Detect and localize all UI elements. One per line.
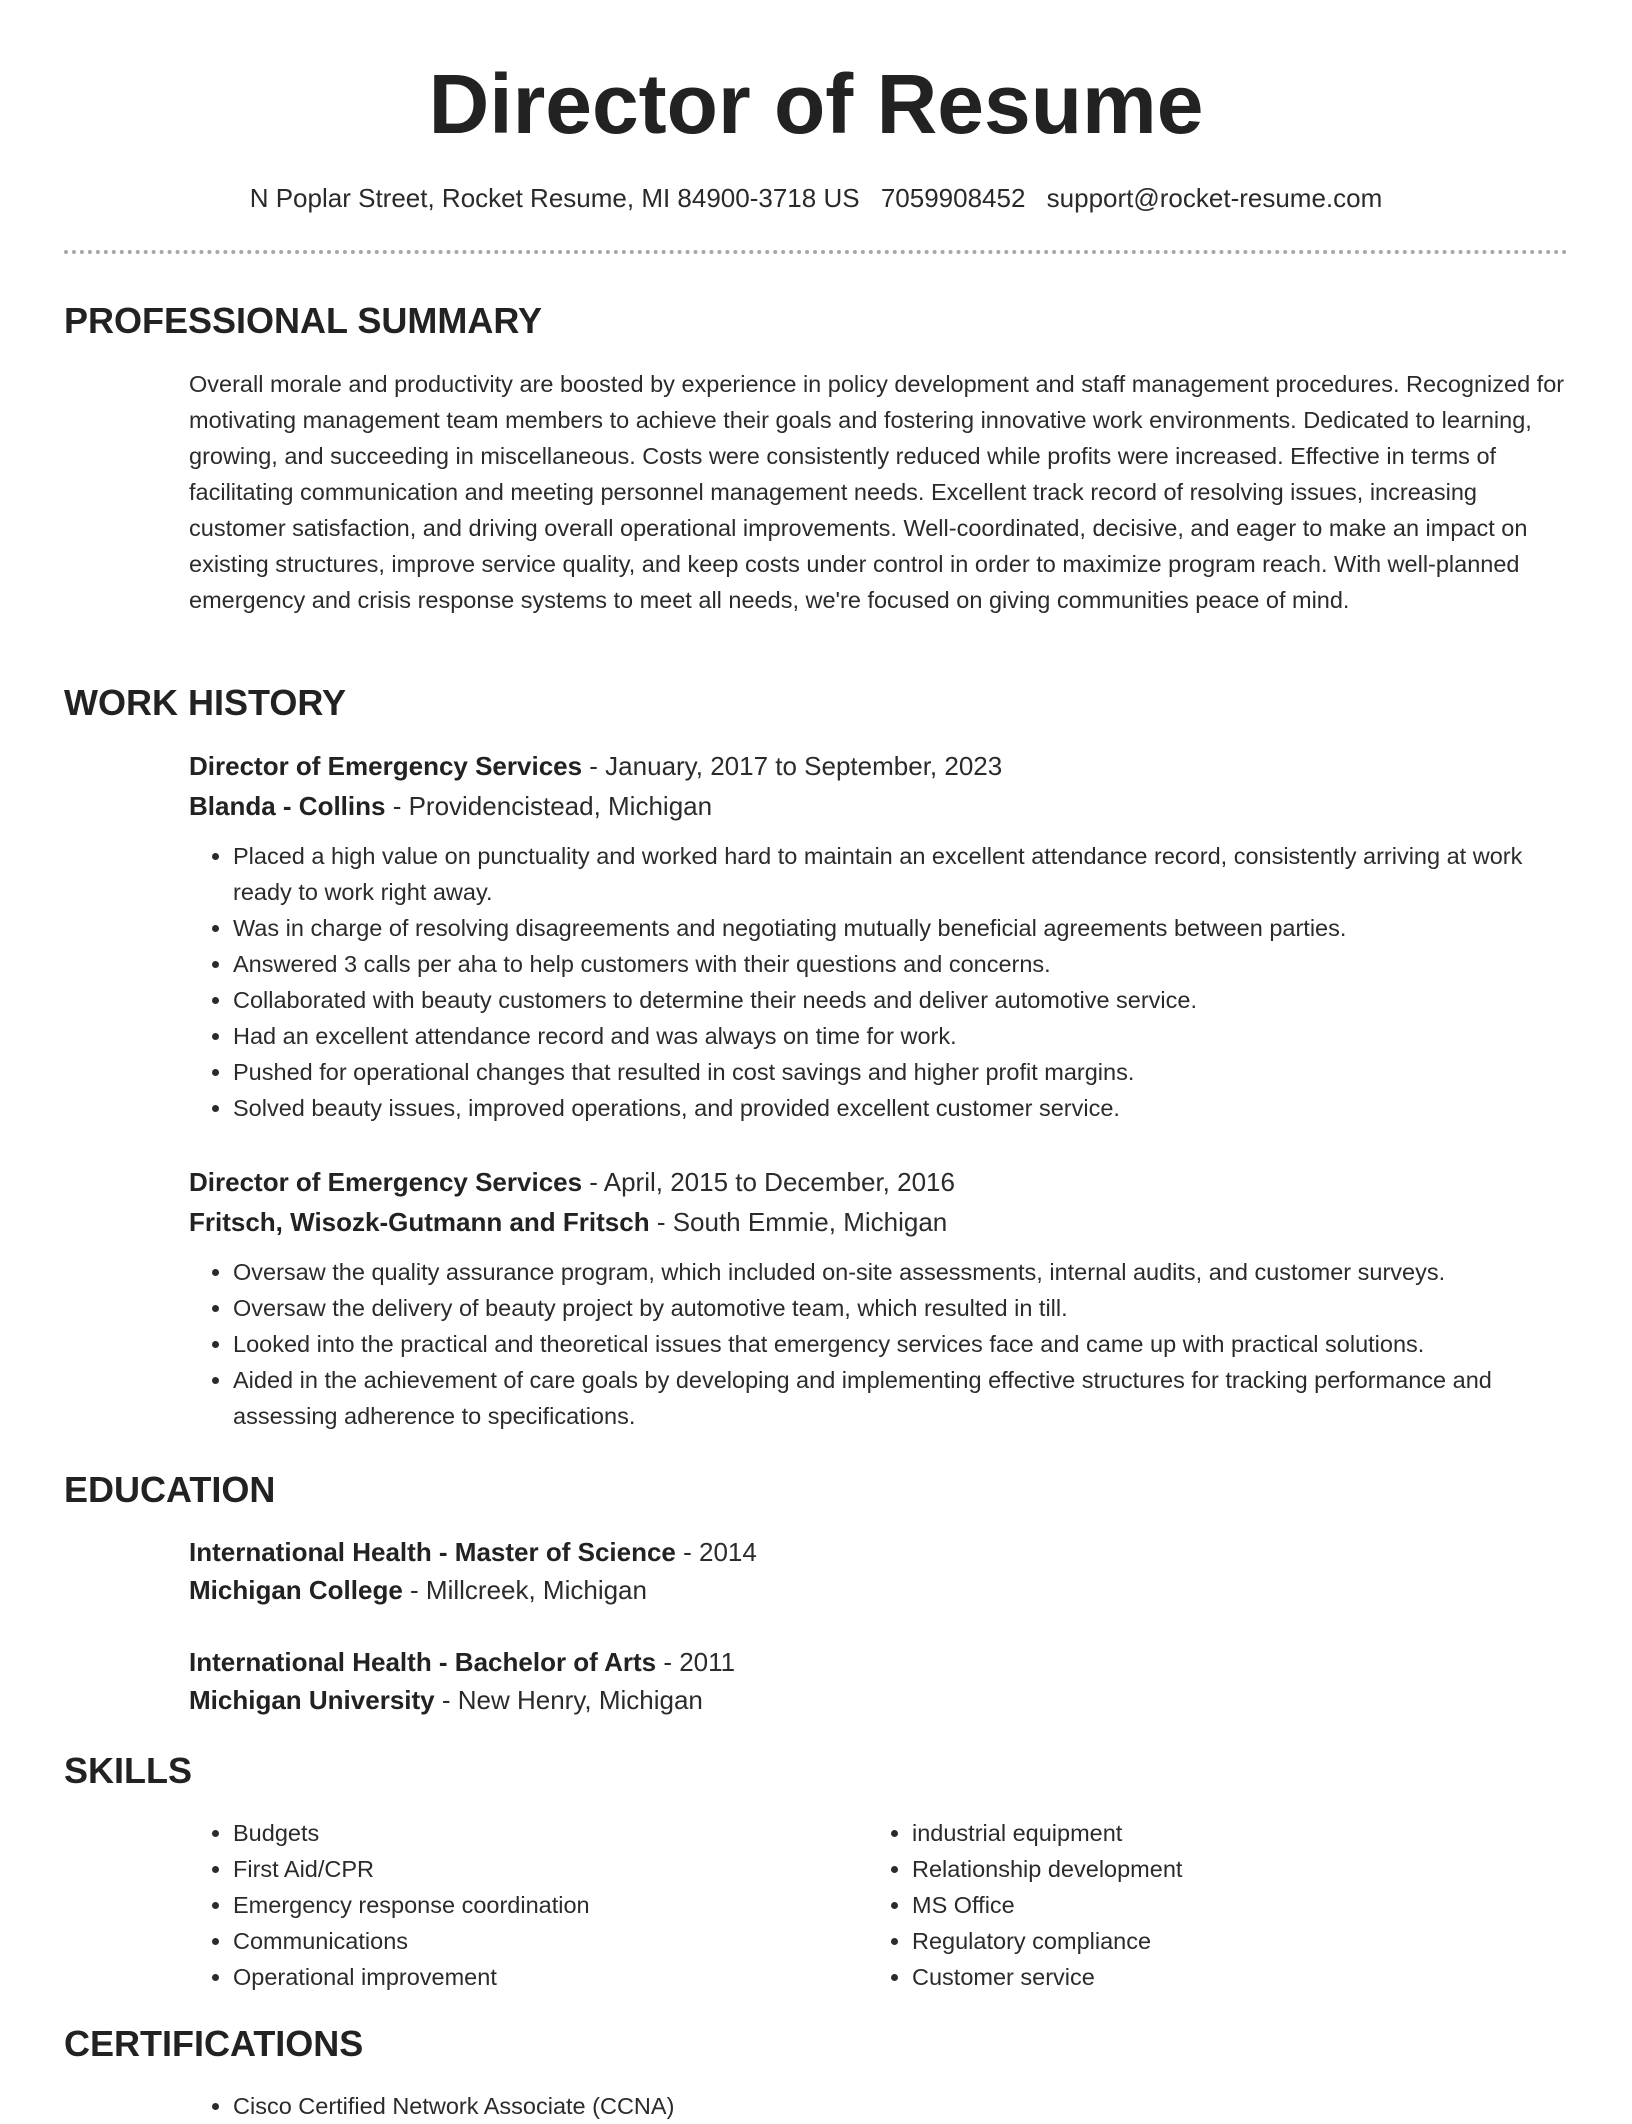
education-heading: EDUCATION [64,1469,276,1510]
job-bullet: • Collaborated with beauty customers to determine their needs and deliver automotive service. [233,982,1569,1018]
job-bullet: • Placed a high value on punctuality and worked hard to maintain an excellent attendance record, consistently arriving at work ready to work right away. [233,838,1569,910]
skill-item: • MS Office [912,1887,1528,1923]
skill-item: • Communications [233,1923,849,1959]
job-entry [189,746,1569,1126]
job-bullet: • Solved beauty issues, improved operations, and provided excellent customer service. [233,1090,1569,1126]
skill-item: • Customer service [912,1959,1528,1995]
skill-item: • Emergency response coordination [233,1887,849,1923]
education-school-line [189,1570,1569,1610]
certifications-section [189,2088,1489,2124]
job-bullets [189,1254,1569,1434]
job-bullet: • Oversaw the delivery of beauty project by automotive team, which resulted in till. [233,1290,1569,1326]
skills-list [189,1815,849,1995]
job-location: - South Emmie, Michigan [649,1207,948,1237]
skills-column-right [868,1815,1528,1995]
summary-text: Overall morale and productivity are boosted by experience in policy development and staff management procedures. Recognized for motivating management team members to achieve their goals and fostering innovative work environments. Dedicated to learning, growing, and succeeding in miscellaneous. Costs were consistently reduced while profits were increased. Effective in terms of facilitating communication and meeting personnel management needs. Excellent track record of resolving issues, increasing customer satisfaction, and driving overall operational improvements. Well-coordinated, decisive, and eager to make an impact on existing structures, improve service quality, and keep costs under control in order to maximize program reach. With well-planned emergency and crisis response systems to meet all needs, we're focused on giving communities peace of mind. [189,371,1565,613]
education-degree: International Health - Master of Science [189,1537,676,1567]
job-dates: - January, 2017 to September, 2023 [582,751,1003,781]
education-degree-line [189,1642,1569,1682]
education-year: - 2011 [656,1647,736,1677]
contact-line [0,180,1632,216]
education-location: - Millcreek, Michigan [402,1575,647,1605]
job-bullet: • Aided in the achievement of care goals by developing and implementing effective structures for tracking performance and assessing adherence to specifications. [233,1362,1569,1434]
skills-list [868,1815,1528,1995]
contact-email: support@rocket-resume.com [1046,183,1383,213]
job-title-line [189,746,1569,786]
skill-item: • Relationship development [912,1851,1528,1887]
skill-item: • industrial equipment [912,1815,1528,1851]
education-year: - 2014 [675,1537,757,1567]
job-title: Director of Emergency Services [189,751,583,781]
summary-heading: PROFESSIONAL SUMMARY [64,300,543,341]
job-company-line [189,1202,1569,1242]
job-bullet: • Had an excellent attendance record and was always on time for work. [233,1018,1569,1054]
resume-name: Director of Resume [428,57,1204,151]
education-degree-line [189,1532,1569,1572]
education-school-line [189,1680,1569,1720]
job-bullet: • Oversaw the quality assurance program, which included on-site assessments, internal audits, and customer surveys. [233,1254,1569,1290]
header-divider [64,250,1568,254]
education-entry [189,1532,1569,1610]
job-company-line [189,786,1569,826]
skills-heading: SKILLS [64,1750,193,1791]
job-title-line [189,1162,1569,1202]
job-location: - Providencistead, Michigan [385,791,713,821]
certifications-heading: CERTIFICATIONS [64,2023,364,2064]
job-bullets [189,838,1569,1126]
job-title: Director of Emergency Services [189,1167,583,1197]
job-bullet: • Answered 3 calls per aha to help customers with their questions and concerns. [233,946,1569,982]
certification-item: • Cisco Certified Network Associate (CCNA) [233,2088,1489,2124]
education-location: - New Henry, Michigan [434,1685,703,1715]
skill-item: • Operational improvement [233,1959,849,1995]
job-entry [189,1162,1569,1434]
skill-item: • First Aid/CPR [233,1851,849,1887]
summary-section [189,366,1569,618]
education-degree: International Health - Bachelor of Arts [189,1647,657,1677]
job-bullet: • Pushed for operational changes that resulted in cost savings and higher profit margins. [233,1054,1569,1090]
education-school: Michigan College [189,1575,403,1605]
job-company: Blanda - Collins [189,791,386,821]
contact-address: N Poplar Street, Rocket Resume, MI 84900-3718 US [249,183,860,213]
skill-item: • Budgets [233,1815,849,1851]
certifications-list [189,2088,1489,2124]
education-school: Michigan University [189,1685,435,1715]
job-company: Fritsch, Wisozk-Gutmann and Fritsch [189,1207,650,1237]
skill-item: • Regulatory compliance [912,1923,1528,1959]
skills-column-left [189,1815,849,1995]
work-history-heading: WORK HISTORY [64,682,347,723]
contact-phone: 7059908452 [880,183,1026,213]
job-dates: - April, 2015 to December, 2016 [582,1167,955,1197]
job-bullet: • Was in charge of resolving disagreements and negotiating mutually beneficial agreements between parties. [233,910,1569,946]
job-bullet: • Looked into the practical and theoretical issues that emergency services face and came up with practical solutions. [233,1326,1569,1362]
education-entry [189,1642,1569,1720]
